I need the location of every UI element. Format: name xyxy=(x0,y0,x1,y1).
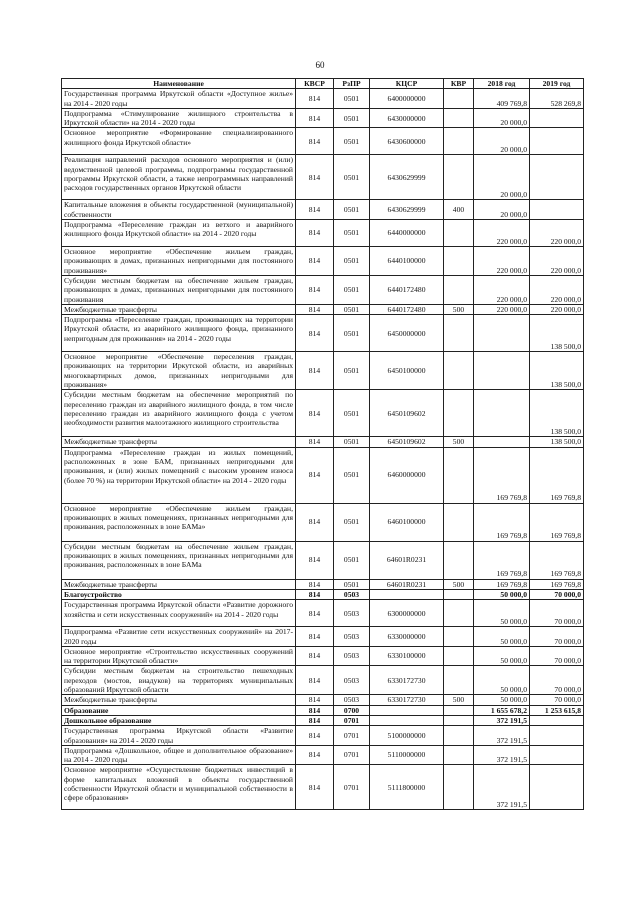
cell-kvr xyxy=(444,589,474,599)
cell-name: Подпрограмма «Стимулирование жилищного строительства в Иркутской области» на 2014 - 2020 годы xyxy=(62,108,296,128)
cell-rzpr: 0501 xyxy=(334,275,370,304)
cell-kvr xyxy=(444,128,474,155)
table-row xyxy=(62,437,584,447)
cell-kcsr: 6300000000 xyxy=(370,600,444,627)
cell-kvr xyxy=(444,89,474,109)
cell-name: Подпрограмма «Переселение граждан из ветхого и аварийного жилищного фонда Иркутской области» на 2014 - 2020 годы xyxy=(62,220,296,247)
cell-kcsr: 6330172730 xyxy=(370,695,444,705)
cell-2019 xyxy=(530,765,584,810)
cell-kcsr: 6450000000 xyxy=(370,315,444,352)
cell-kvr xyxy=(444,315,474,352)
cell-kvr xyxy=(444,726,474,746)
cell-kvr: 500 xyxy=(444,579,474,589)
cell-kvr xyxy=(444,745,474,765)
cell-2018: 50 000,0 xyxy=(474,600,530,627)
cell-2018: 50 000,0 xyxy=(474,646,530,666)
cell-2018 xyxy=(474,352,530,390)
cell-name: Субсидии местным бюджетам на обеспечение жильем граждан, проживающих в жилых помещениях, признанных непригодными для проживания, расположенных в зоне БАМа xyxy=(62,541,296,579)
cell-2019: 138 500,0 xyxy=(530,390,584,437)
cell-kvr xyxy=(444,765,474,810)
cell-2018: 220 000,0 xyxy=(474,275,530,304)
cell-rzpr: 0501 xyxy=(334,247,370,276)
cell-kcsr: 5100000000 xyxy=(370,726,444,746)
cell-kvr xyxy=(444,646,474,666)
cell-kvsr: 814 xyxy=(296,503,334,541)
cell-rzpr: 0501 xyxy=(334,541,370,579)
cell-kvr xyxy=(444,390,474,437)
cell-kvsr: 814 xyxy=(296,447,334,503)
cell-name: Субсидии местным бюджетам на обеспечение жильем граждан, проживающих в домах, признанных непригодными для постоянного проживания xyxy=(62,275,296,304)
cell-kvr: 500 xyxy=(444,304,474,314)
cell-2019: 169 769,8 xyxy=(530,541,584,579)
cell-rzpr: 0701 xyxy=(334,745,370,765)
table-row xyxy=(62,247,584,276)
cell-name: Государственная программа Иркутской области «Развитие образования» на 2014 - 2020 годы xyxy=(62,726,296,746)
cell-rzpr: 0700 xyxy=(334,705,370,715)
cell-2018 xyxy=(474,437,530,447)
table-row xyxy=(62,600,584,627)
cell-2018: 372 191,5 xyxy=(474,715,530,725)
cell-2018: 20 000,0 xyxy=(474,200,530,220)
cell-2018: 50 000,0 xyxy=(474,666,530,695)
cell-2019: 220 000,0 xyxy=(530,304,584,314)
cell-kcsr: 6400000000 xyxy=(370,89,444,109)
table-row xyxy=(62,666,584,695)
header-kvr: КВР xyxy=(444,79,474,89)
cell-kcsr: 6460000000 xyxy=(370,447,444,503)
cell-rzpr: 0501 xyxy=(334,304,370,314)
table-row xyxy=(62,765,584,810)
cell-kvsr: 814 xyxy=(296,666,334,695)
budget-table-container xyxy=(61,78,583,810)
cell-kvsr: 814 xyxy=(296,589,334,599)
cell-2019 xyxy=(530,128,584,155)
cell-kcsr: 6440000000 xyxy=(370,220,444,247)
cell-kvsr: 814 xyxy=(296,437,334,447)
cell-rzpr: 0501 xyxy=(334,108,370,128)
cell-2018: 1 655 678,2 xyxy=(474,705,530,715)
cell-rzpr: 0501 xyxy=(334,315,370,352)
cell-2019: 70 000,0 xyxy=(530,646,584,666)
table-row xyxy=(62,352,584,390)
cell-name: Государственная программа Иркутской области «Доступное жилье» на 2014 - 2020 годы xyxy=(62,89,296,109)
cell-2018: 169 769,8 xyxy=(474,447,530,503)
cell-kvsr: 814 xyxy=(296,715,334,725)
table-row xyxy=(62,589,584,599)
cell-name: Основное мероприятие «Обеспечение переселения граждан, проживающих на территории Иркутской области, из аварийных многоквартирных домов, признанных непригодными для проживания» xyxy=(62,352,296,390)
cell-kcsr xyxy=(370,589,444,599)
cell-kvsr: 814 xyxy=(296,315,334,352)
cell-kvsr: 814 xyxy=(296,745,334,765)
table-row xyxy=(62,726,584,746)
cell-kvsr: 814 xyxy=(296,646,334,666)
cell-2019: 220 000,0 xyxy=(530,247,584,276)
cell-2019 xyxy=(530,726,584,746)
header-kcsr: КЦСР xyxy=(370,79,444,89)
header-2019: 2019 год xyxy=(530,79,584,89)
table-row xyxy=(62,705,584,715)
cell-kcsr: 6440172480 xyxy=(370,275,444,304)
cell-name: Межбюджетные трансферты xyxy=(62,304,296,314)
cell-rzpr: 0503 xyxy=(334,695,370,705)
cell-name: Подпрограмма «Переселение граждан, проживающих на территории Иркутской области, из аварийного жилищного фонда, признанного непригодным для проживания» на 2014 - 2020 годы xyxy=(62,315,296,352)
cell-kcsr: 6440100000 xyxy=(370,247,444,276)
cell-kvsr: 814 xyxy=(296,541,334,579)
cell-2018: 220 000,0 xyxy=(474,247,530,276)
cell-2018: 372 191,5 xyxy=(474,745,530,765)
cell-kvsr: 814 xyxy=(296,304,334,314)
cell-2019: 138 500,0 xyxy=(530,437,584,447)
cell-rzpr: 0501 xyxy=(334,503,370,541)
cell-rzpr: 0503 xyxy=(334,627,370,647)
cell-name: Подпрограмма «Переселение граждан из жилых помещений, расположенных в зоне БАМ, признанных непригодными для проживания, и (или) жилых помещений с высоким уровнем износа (более 70 %) на территории Иркутской области» на 2014 - 2020 годы xyxy=(62,447,296,503)
cell-kvsr: 814 xyxy=(296,128,334,155)
budget-table xyxy=(61,78,584,810)
cell-name: Межбюджетные трансферты xyxy=(62,437,296,447)
cell-name: Капитальные вложения в объекты государственной (муниципальной) собственности xyxy=(62,200,296,220)
cell-rzpr: 0701 xyxy=(334,715,370,725)
cell-name: Дошкольное образование xyxy=(62,715,296,725)
cell-kvsr: 814 xyxy=(296,89,334,109)
cell-kvsr: 814 xyxy=(296,390,334,437)
cell-2019: 169 769,8 xyxy=(530,503,584,541)
cell-name: Основное мероприятие «Обеспечение жильем граждан, проживающих в домах, признанных непригодными для постоянного проживания» xyxy=(62,247,296,276)
cell-rzpr: 0503 xyxy=(334,646,370,666)
cell-2018: 169 769,8 xyxy=(474,579,530,589)
cell-name: Основное мероприятие «Формирование специализированного жилищного фонда Иркутской области» xyxy=(62,128,296,155)
cell-kvsr: 814 xyxy=(296,627,334,647)
table-row xyxy=(62,695,584,705)
cell-2019: 70 000,0 xyxy=(530,666,584,695)
cell-name: Основное мероприятие «Строительство искусственных сооружений на территории Иркутской области» xyxy=(62,646,296,666)
cell-name: Основное мероприятие «Осуществление бюджетных инвестиций в форме капитальных вложений в объекты государственной собственности Иркутской области и муниципальной собственности в сфере образования» xyxy=(62,765,296,810)
cell-rzpr: 0501 xyxy=(334,128,370,155)
cell-kcsr: 6330172730 xyxy=(370,666,444,695)
cell-kvsr: 814 xyxy=(296,155,334,200)
table-row xyxy=(62,646,584,666)
cell-kvsr: 814 xyxy=(296,726,334,746)
table-row xyxy=(62,541,584,579)
cell-kvr: 500 xyxy=(444,695,474,705)
cell-rzpr: 0503 xyxy=(334,666,370,695)
table-row xyxy=(62,715,584,725)
cell-kvsr: 814 xyxy=(296,579,334,589)
table-row xyxy=(62,390,584,437)
cell-kvr xyxy=(444,220,474,247)
table-row xyxy=(62,275,584,304)
cell-name: Государственная программа Иркутской области «Развитие дорожного хозяйства и сети искусственных сооружений» на 2014 - 2020 годы xyxy=(62,600,296,627)
header-kvsr: КВСР xyxy=(296,79,334,89)
cell-kvsr: 814 xyxy=(296,200,334,220)
cell-2019 xyxy=(530,745,584,765)
cell-rzpr: 0503 xyxy=(334,600,370,627)
cell-kvr xyxy=(444,600,474,627)
cell-kcsr: 6450109602 xyxy=(370,437,444,447)
cell-2019 xyxy=(530,155,584,200)
cell-2018: 220 000,0 xyxy=(474,220,530,247)
cell-kvr xyxy=(444,247,474,276)
table-row xyxy=(62,579,584,589)
cell-2019: 169 769,8 xyxy=(530,579,584,589)
cell-2018: 20 000,0 xyxy=(474,128,530,155)
cell-kvr xyxy=(444,503,474,541)
cell-rzpr: 0701 xyxy=(334,765,370,810)
page-number: 60 xyxy=(315,60,325,70)
table-row xyxy=(62,503,584,541)
cell-2019: 70 000,0 xyxy=(530,695,584,705)
cell-kvsr: 814 xyxy=(296,220,334,247)
cell-kvr xyxy=(444,715,474,725)
cell-2019 xyxy=(530,200,584,220)
cell-2018: 20 000,0 xyxy=(474,108,530,128)
cell-kvr xyxy=(444,447,474,503)
cell-kcsr: 64601R0231 xyxy=(370,579,444,589)
cell-kcsr: 5111800000 xyxy=(370,765,444,810)
cell-rzpr: 0501 xyxy=(334,447,370,503)
cell-name: Межбюджетные трансферты xyxy=(62,695,296,705)
cell-name: Основное мероприятие «Обеспечение жильем граждан, проживающих в жилых помещениях, признанных непригодными для проживания, расположенных в зоне БАМа» xyxy=(62,503,296,541)
cell-kvsr: 814 xyxy=(296,695,334,705)
cell-kvr xyxy=(444,627,474,647)
cell-2018: 50 000,0 xyxy=(474,589,530,599)
cell-2018: 372 191,5 xyxy=(474,765,530,810)
header-2018: 2018 год xyxy=(474,79,530,89)
table-header-row xyxy=(62,79,584,89)
cell-kvr xyxy=(444,541,474,579)
cell-2018: 169 769,8 xyxy=(474,503,530,541)
cell-kvr xyxy=(444,352,474,390)
cell-2019: 220 000,0 xyxy=(530,275,584,304)
cell-rzpr: 0501 xyxy=(334,220,370,247)
cell-2019 xyxy=(530,715,584,725)
cell-kvr xyxy=(444,705,474,715)
cell-kcsr: 6450109602 xyxy=(370,390,444,437)
table-row xyxy=(62,89,584,109)
header-name: Наименование xyxy=(62,79,296,89)
cell-kcsr: 6430600000 xyxy=(370,128,444,155)
cell-2019: 138 500,0 xyxy=(530,352,584,390)
cell-2018 xyxy=(474,390,530,437)
cell-name: Подпрограмма «Дошкольное, общее и дополнительное образование» на 2014 - 2020 годы xyxy=(62,745,296,765)
cell-2019: 220 000,0 xyxy=(530,220,584,247)
cell-2018: 169 769,8 xyxy=(474,541,530,579)
cell-name: Межбюджетные трансферты xyxy=(62,579,296,589)
cell-rzpr: 0701 xyxy=(334,726,370,746)
cell-2019: 169 769,8 xyxy=(530,447,584,503)
cell-2019: 70 000,0 xyxy=(530,589,584,599)
cell-kcsr xyxy=(370,715,444,725)
cell-kcsr: 6440172480 xyxy=(370,304,444,314)
cell-2018: 220 000,0 xyxy=(474,304,530,314)
table-row xyxy=(62,220,584,247)
cell-2019: 138 500,0 xyxy=(530,315,584,352)
table-row xyxy=(62,627,584,647)
cell-rzpr: 0503 xyxy=(334,589,370,599)
table-row xyxy=(62,108,584,128)
cell-kvr: 400 xyxy=(444,200,474,220)
table-row xyxy=(62,745,584,765)
cell-kcsr: 6460100000 xyxy=(370,503,444,541)
cell-kvsr: 814 xyxy=(296,108,334,128)
cell-kcsr: 6430629999 xyxy=(370,200,444,220)
cell-kcsr: 6450100000 xyxy=(370,352,444,390)
cell-name: Субсидии местным бюджетам на строительство пешеходных переходов (мостов, виадуков) на территориях муниципальных образований Иркутской области xyxy=(62,666,296,695)
table-row xyxy=(62,304,584,314)
cell-2018: 409 769,8 xyxy=(474,89,530,109)
cell-2019: 528 269,8 xyxy=(530,89,584,109)
cell-name: Субсидии местным бюджетам на обеспечение мероприятий по переселению граждан из аварийного жилищного фонда, в том числе переселению граждан из аварийного жилищного фонда с учетом необходимости развития малоэтажного жилищного строительства xyxy=(62,390,296,437)
cell-name: Образование xyxy=(62,705,296,715)
cell-kvsr: 814 xyxy=(296,705,334,715)
cell-rzpr: 0501 xyxy=(334,437,370,447)
cell-rzpr: 0501 xyxy=(334,89,370,109)
cell-name: Реализация направлений расходов основного мероприятия и (или) ведомственной целевой программы, подпрограммы государственной программы Иркутской области, а также непрограммных направлений расходов государственных органов Иркутской области xyxy=(62,155,296,200)
cell-kcsr: 5110000000 xyxy=(370,745,444,765)
cell-name: Благоустройство xyxy=(62,589,296,599)
cell-2019: 70 000,0 xyxy=(530,600,584,627)
cell-kcsr: 64601R0231 xyxy=(370,541,444,579)
cell-kvsr: 814 xyxy=(296,600,334,627)
table-row xyxy=(62,315,584,352)
cell-2019: 1 253 615,8 xyxy=(530,705,584,715)
cell-name: Подпрограмма «Развитие сети искусственных сооружений» на 2017-2020 годы xyxy=(62,627,296,647)
cell-rzpr: 0501 xyxy=(334,200,370,220)
cell-kvsr: 814 xyxy=(296,352,334,390)
table-row xyxy=(62,200,584,220)
cell-kcsr: 6430000000 xyxy=(370,108,444,128)
table-row xyxy=(62,155,584,200)
table-row xyxy=(62,447,584,503)
cell-kcsr: 6430629999 xyxy=(370,155,444,200)
cell-2018 xyxy=(474,315,530,352)
header-rzpr: РзПР xyxy=(334,79,370,89)
cell-kvr xyxy=(444,275,474,304)
cell-2019: 70 000,0 xyxy=(530,627,584,647)
cell-kvr xyxy=(444,108,474,128)
cell-rzpr: 0501 xyxy=(334,390,370,437)
table-row xyxy=(62,128,584,155)
table-body xyxy=(62,89,584,810)
cell-2018: 20 000,0 xyxy=(474,155,530,200)
cell-kvr: 500 xyxy=(444,437,474,447)
cell-kvsr: 814 xyxy=(296,275,334,304)
cell-kcsr: 6330100000 xyxy=(370,646,444,666)
cell-kcsr: 6330000000 xyxy=(370,627,444,647)
cell-2018: 50 000,0 xyxy=(474,695,530,705)
cell-kvr xyxy=(444,666,474,695)
cell-rzpr: 0501 xyxy=(334,155,370,200)
cell-rzpr: 0501 xyxy=(334,579,370,589)
cell-2019 xyxy=(530,108,584,128)
cell-kvr xyxy=(444,155,474,200)
cell-kcsr xyxy=(370,705,444,715)
cell-kvsr: 814 xyxy=(296,765,334,810)
cell-rzpr: 0501 xyxy=(334,352,370,390)
cell-2018: 372 191,5 xyxy=(474,726,530,746)
cell-kvsr: 814 xyxy=(296,247,334,276)
cell-2018: 50 000,0 xyxy=(474,627,530,647)
